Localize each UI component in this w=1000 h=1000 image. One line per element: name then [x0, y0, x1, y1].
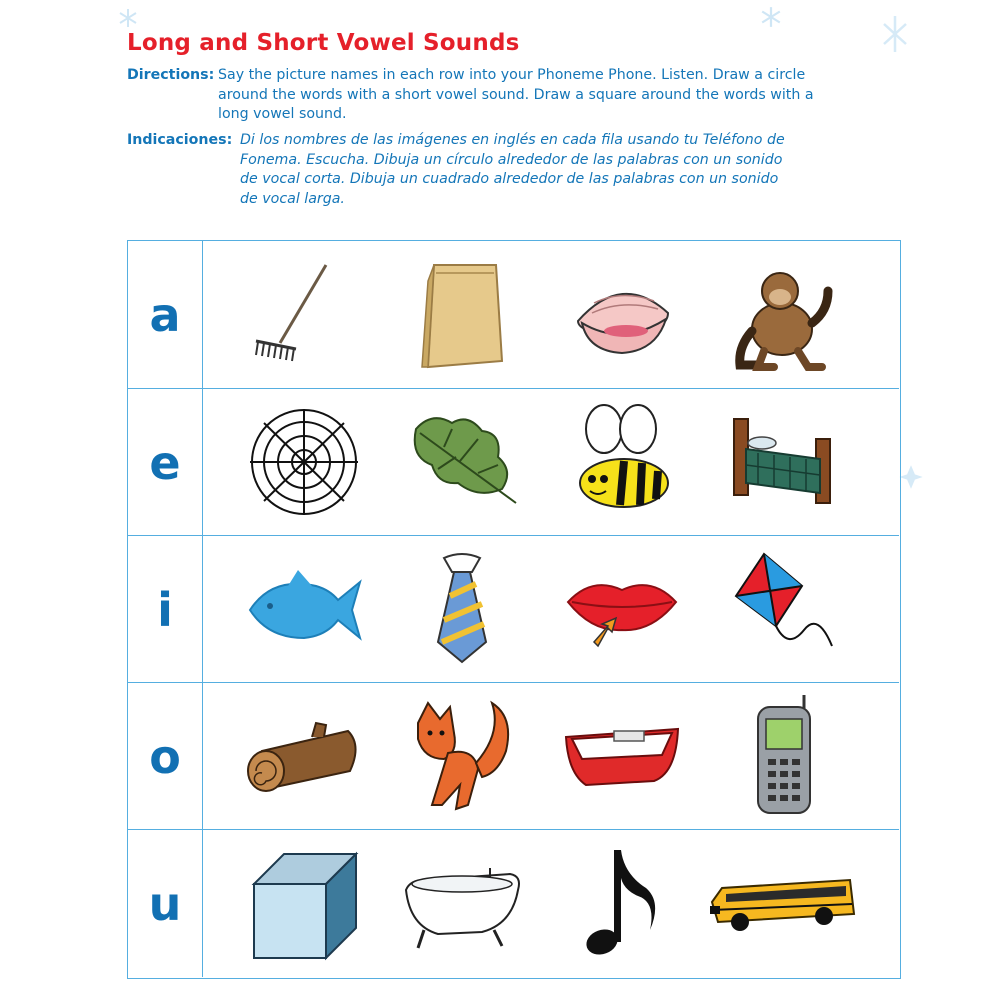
letter-cell: [128, 536, 203, 683]
snowflake-decoration-icon: [118, 8, 138, 28]
vowel-letter: e: [149, 435, 181, 490]
fish-icon[interactable]: [240, 546, 368, 672]
bee-icon[interactable]: [558, 399, 686, 525]
boat-icon[interactable]: [558, 693, 686, 819]
indicaciones-text: Di los nombres de las imágenes en inglés en cada fila usando tu Teléfono de Fonema. Escucha. Dibuja un círculo alrededor de las palabras con un sonido de vocal corta. Dibuja un cuadrado alrededor de las palabras con un sonido de vocal larga.: [240, 132, 785, 207]
letter-cell: [128, 241, 203, 388]
vowel-letter: i: [157, 582, 173, 637]
letter-cell: [128, 683, 203, 830]
log-icon[interactable]: [240, 693, 368, 819]
paper-bag-icon[interactable]: [398, 251, 526, 377]
snowflake-decoration-icon: [898, 464, 924, 490]
rake-icon[interactable]: [240, 251, 368, 377]
cube-icon[interactable]: [240, 840, 368, 966]
vowel-row-i: [128, 535, 899, 683]
ape-icon[interactable]: [718, 251, 846, 377]
directions-label: Directions:: [127, 67, 215, 83]
letter-cell: [128, 830, 203, 977]
music-note-icon[interactable]: [558, 840, 686, 966]
bed-icon[interactable]: [718, 399, 846, 525]
letter-cell: [128, 389, 203, 536]
vowel-row-a: [128, 241, 899, 388]
vowel-row-u: [128, 829, 899, 977]
vowel-letter: a: [149, 287, 181, 342]
vowel-grid: [127, 240, 901, 979]
vowel-letter: u: [148, 876, 182, 931]
vowel-row-e: [128, 388, 899, 536]
indicaciones-block: [127, 131, 800, 209]
page-title: Long and Short Vowel Sounds: [127, 30, 520, 56]
bathtub-icon[interactable]: [398, 840, 526, 966]
bus-icon[interactable]: [708, 840, 856, 966]
leaf-icon[interactable]: [398, 399, 526, 525]
lips-icon[interactable]: [558, 546, 686, 672]
snowflake-decoration-icon: [880, 14, 910, 54]
clam-icon[interactable]: [558, 251, 686, 377]
directions-text: Say the picture names in each row into your Phoneme Phone. Listen. Draw a circle around the words with a short vowel sound. Draw a square around the words with a long vowel sound.: [218, 67, 814, 122]
indicaciones-label: Indicaciones:: [127, 132, 233, 148]
snowflake-decoration-icon: [760, 6, 782, 28]
directions-block: [127, 66, 818, 125]
fox-icon[interactable]: [398, 693, 526, 819]
kite-icon[interactable]: [718, 546, 846, 672]
phone-icon[interactable]: [718, 693, 846, 819]
vowel-letter: o: [149, 729, 181, 784]
tie-icon[interactable]: [398, 546, 526, 672]
spider-web-icon[interactable]: [240, 399, 368, 525]
vowel-row-o: [128, 682, 899, 830]
